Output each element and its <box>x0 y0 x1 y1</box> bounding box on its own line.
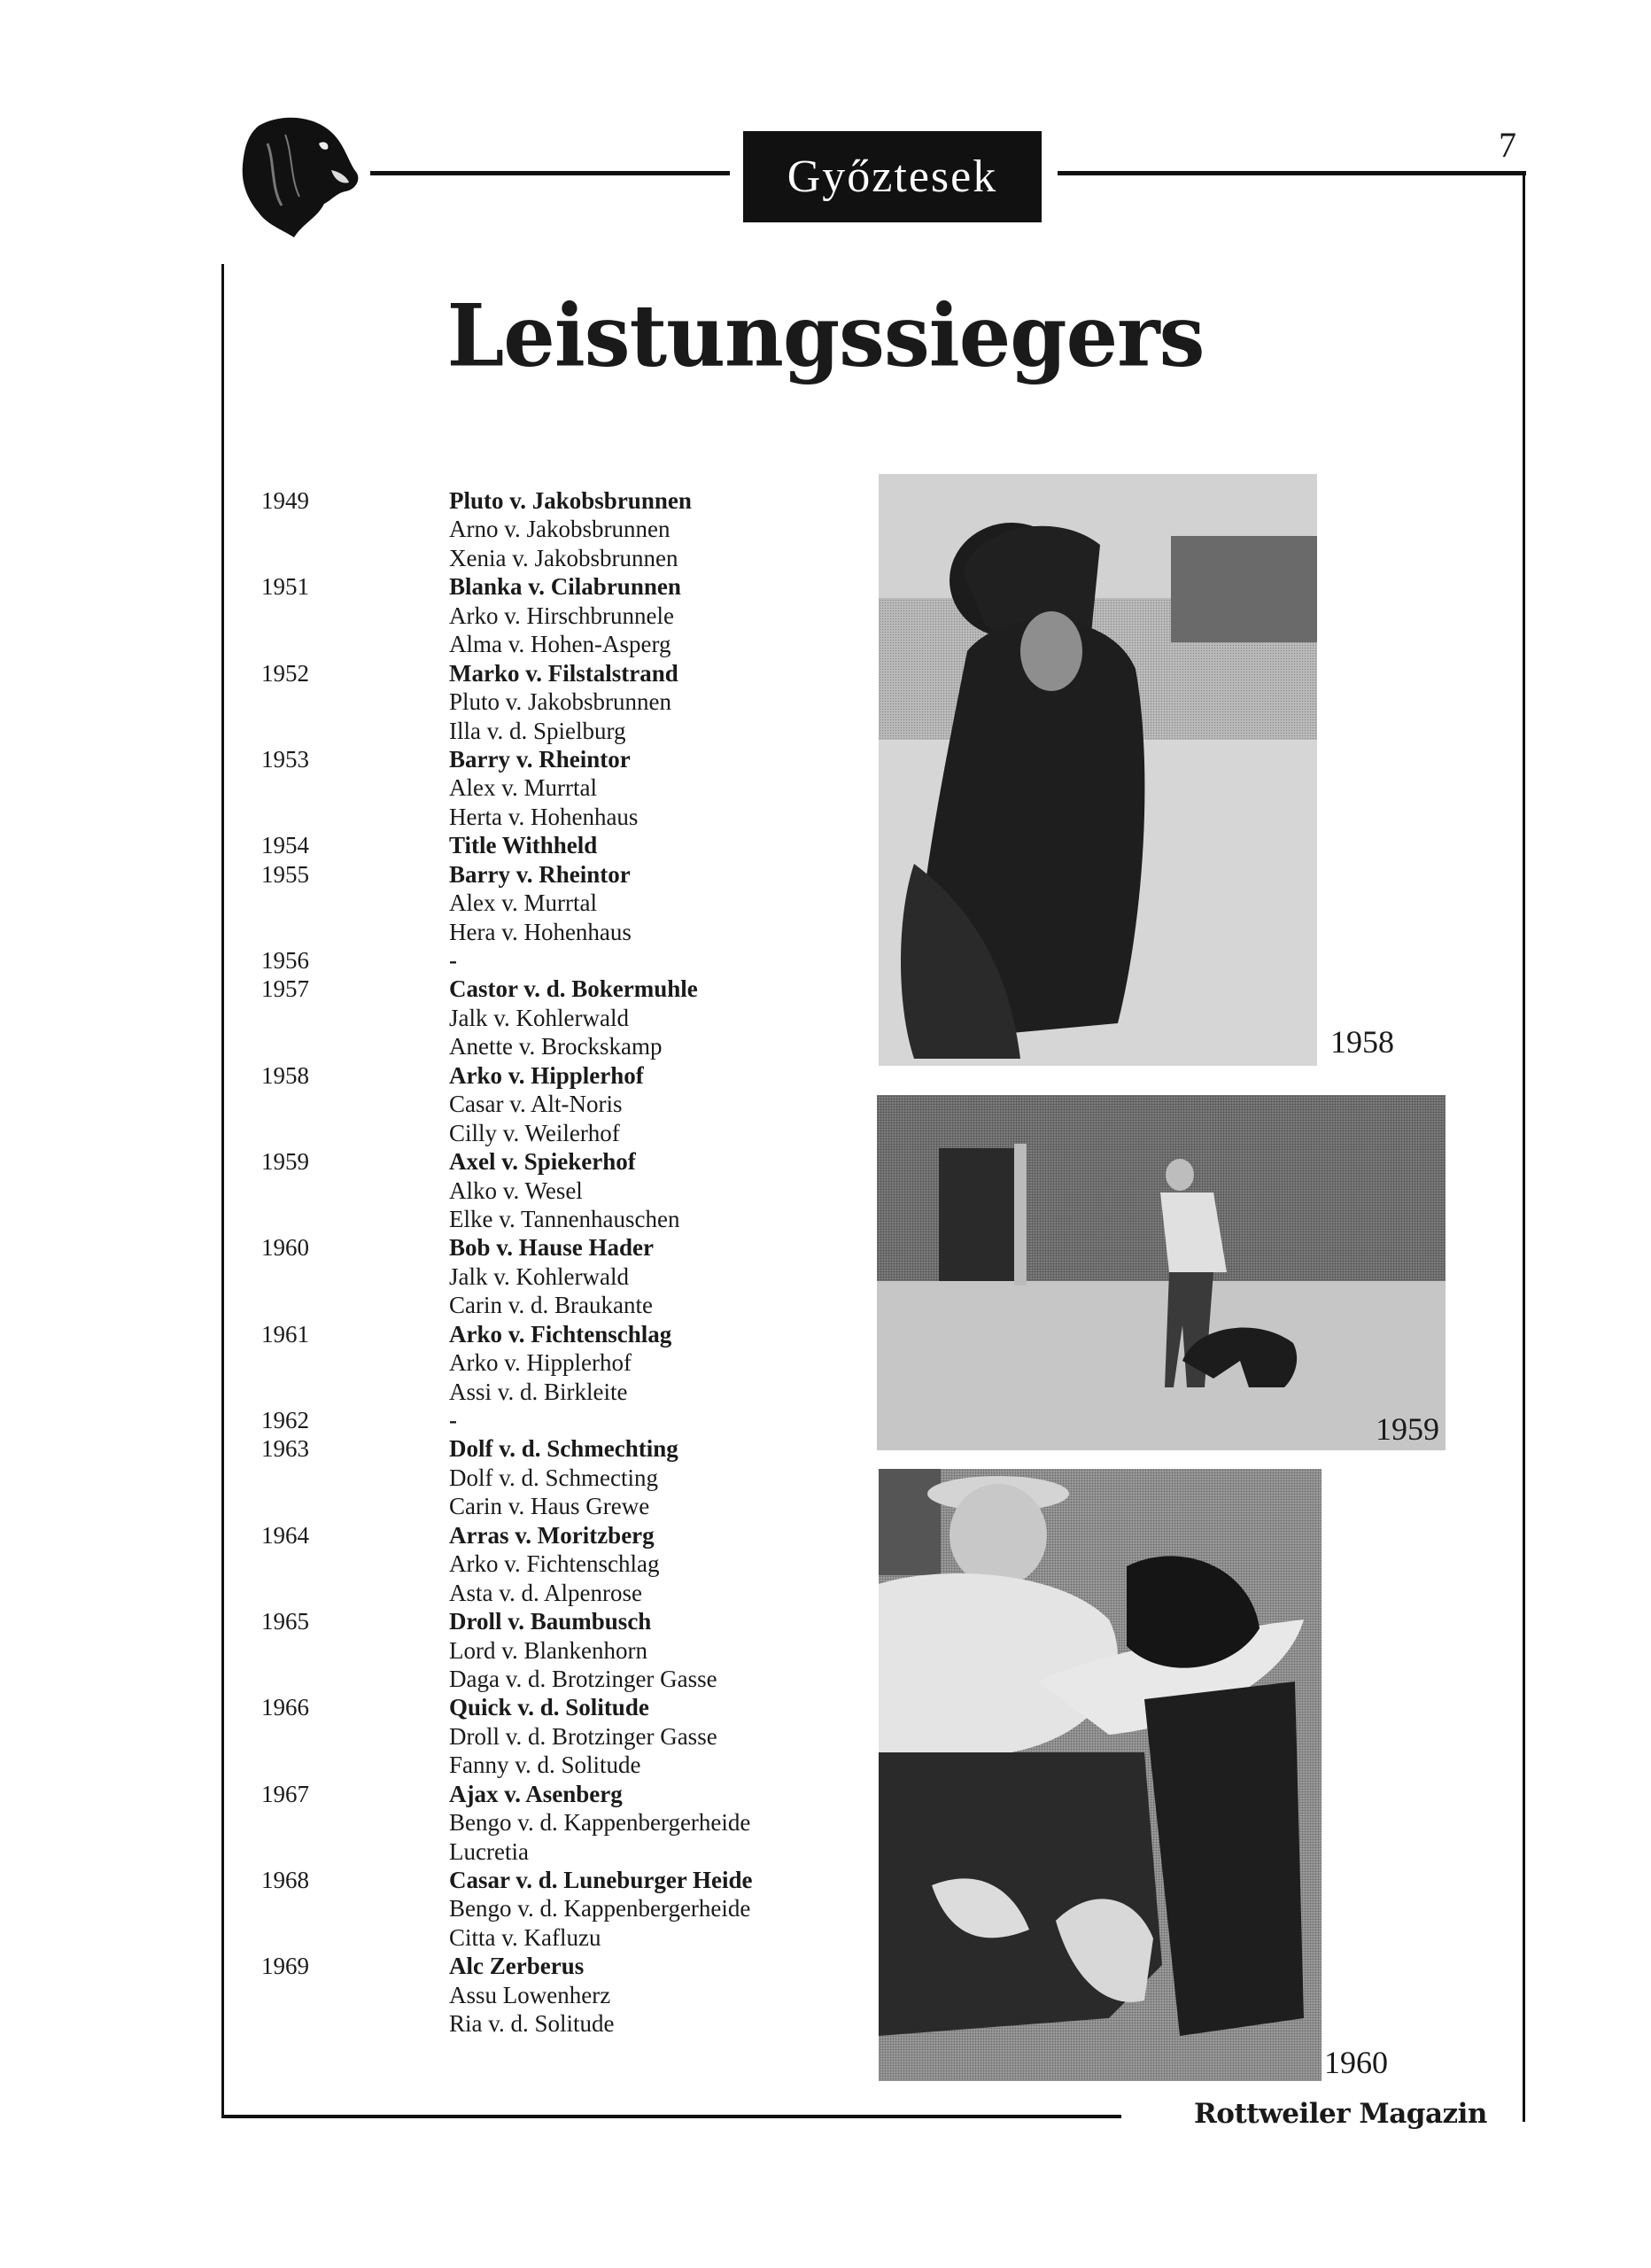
list-item-dam <box>261 918 846 946</box>
list-item-winner <box>261 1952 846 1980</box>
list-item-sire <box>261 1808 846 1837</box>
dog-name: Jalk v. Kohlerwald <box>449 1262 629 1290</box>
entry-year <box>261 1894 449 1922</box>
list-item-dam <box>261 717 846 745</box>
entry-year <box>261 1579 449 1607</box>
entry-year <box>261 1636 449 1665</box>
entry-year <box>261 1119 449 1147</box>
dog-name: Citta v. Kafluzu <box>449 1923 601 1951</box>
list-item-sire <box>261 889 846 917</box>
frame-left-border <box>221 264 224 2118</box>
entry-year: 1953 <box>261 745 309 773</box>
dog-name: Blanka v. Cilabrunnen <box>449 573 681 601</box>
list-item-dam <box>261 1923 846 1952</box>
dog-name: Bob v. Hause Hader <box>449 1234 655 1262</box>
list-item-winner <box>261 659 846 687</box>
dog-name: Barry v. Rheintor <box>449 860 631 888</box>
list-item-sire <box>261 1262 846 1291</box>
dog-name: Assu Lowenherz <box>449 1981 611 2008</box>
dog-name: Fanny v. d. Solitude <box>449 1751 641 1779</box>
winners-list <box>261 486 846 2039</box>
dog-name: Cilly v. Weilerhof <box>449 1119 620 1146</box>
list-item-sire <box>261 1090 846 1118</box>
entry-year <box>261 1348 449 1377</box>
entry-year <box>261 1981 449 2009</box>
entry-year: 1949 <box>261 487 309 514</box>
dog-name: Alko v. Wesel <box>449 1177 583 1204</box>
dog-name: Arko v. Hipplerhof <box>449 1349 632 1377</box>
list-item-dam <box>261 1492 846 1520</box>
entry-year: 1952 <box>261 659 309 687</box>
dog-name: Lucretia <box>449 1837 529 1865</box>
entry-year <box>261 918 449 946</box>
dog-name: Herta v. Hohenhaus <box>449 803 639 830</box>
list-item-winner <box>261 745 846 773</box>
entry-year <box>261 1837 449 1866</box>
list-item-winner <box>261 1693 846 1721</box>
list-item-dam <box>261 1205 846 1233</box>
dog-name: Carin v. Haus Grewe <box>449 1493 650 1520</box>
list-item-winner <box>261 1434 846 1463</box>
list-item-dam <box>261 1032 846 1060</box>
dog-name: Alc Zerberus <box>449 1953 585 1980</box>
entry-year: 1955 <box>261 860 309 888</box>
entry-year <box>261 544 449 572</box>
dog-name: Dolf v. d. Schmecting <box>449 1464 658 1491</box>
dog-name: Elke v. Tannenhauschen <box>449 1205 680 1232</box>
photo-handler-walking-rottweiler <box>877 1095 1446 1450</box>
dog-name: Pluto v. Jakobsbrunnen <box>449 688 671 716</box>
entry-year <box>261 1177 449 1205</box>
list-item-sire <box>261 1636 846 1665</box>
entry-year: 1969 <box>261 1953 309 1980</box>
list-item-sire <box>261 687 846 716</box>
list-item-sire <box>261 1981 846 2009</box>
entry-year <box>261 1722 449 1751</box>
list-item-dam <box>261 544 846 572</box>
list-item-sire <box>261 1177 846 1205</box>
list-item-winner <box>261 1866 846 1894</box>
dog-name: Casar v. Alt-Noris <box>449 1091 623 1118</box>
dog-name: Pluto v. Jakobsbrunnen <box>449 487 692 514</box>
list-item-winner <box>261 860 846 889</box>
entry-year <box>261 1751 449 1779</box>
list-item-dam <box>261 1119 846 1147</box>
entry-year <box>261 1550 449 1578</box>
entry-year: 1966 <box>261 1694 309 1721</box>
entry-year: 1961 <box>261 1320 309 1348</box>
list-item-winner <box>261 1607 846 1635</box>
photo-man-with-rottweiler <box>879 1469 1322 2081</box>
list-item-winner <box>261 1780 846 1808</box>
entry-year: 1951 <box>261 573 309 601</box>
entry-year: 1958 <box>261 1061 309 1089</box>
list-item-winner <box>261 486 846 515</box>
list-item-sire <box>261 1004 846 1032</box>
photo-seated-rottweiler <box>879 474 1317 1066</box>
list-item-sire <box>261 1894 846 1922</box>
entry-year: 1956 <box>261 947 309 974</box>
entry-year: 1968 <box>261 1867 309 1893</box>
dog-name: Assi v. d. Birkleite <box>449 1378 628 1405</box>
list-item-winner <box>261 975 846 1003</box>
dog-name: Asta v. d. Alpenrose <box>449 1579 642 1606</box>
dog-name: Ria v. d. Solitude <box>449 2010 615 2038</box>
rottweiler-head-logo-icon <box>232 108 365 241</box>
list-item-dam <box>261 1837 846 1866</box>
list-item-dam <box>261 1378 846 1406</box>
list-item-dam <box>261 1751 846 1779</box>
list-item-sire <box>261 773 846 802</box>
list-item-sire <box>261 1722 846 1751</box>
header-rule-left <box>370 171 730 175</box>
entry-year <box>261 1492 449 1520</box>
entry-year: 1960 <box>261 1234 309 1262</box>
header-rule-right <box>1058 171 1526 175</box>
list-item-dam <box>261 803 846 831</box>
dog-name: Hera v. Hohenhaus <box>449 918 632 945</box>
entry-year <box>261 630 449 658</box>
entry-year: 1963 <box>261 1435 309 1463</box>
dog-name: Axel v. Spiekerhof <box>449 1148 636 1176</box>
dog-name: Ajax v. Asenberg <box>449 1780 623 1807</box>
entry-year <box>261 687 449 716</box>
dog-name: Illa v. d. Spielburg <box>449 717 626 744</box>
dog-name: Arko v. Fichtenschlag <box>449 1550 660 1578</box>
dog-name: Title Withheld <box>449 832 598 859</box>
frame-right-border <box>1523 173 1525 2122</box>
entry-year <box>261 1808 449 1837</box>
entry-year <box>261 602 449 630</box>
list-item-winner <box>261 1521 846 1550</box>
entry-year: 1959 <box>261 1148 309 1176</box>
frame-bottom-border <box>221 2115 1121 2118</box>
entry-year <box>261 1665 449 1693</box>
list-item-dam <box>261 630 846 658</box>
entry-year: 1957 <box>261 975 309 1003</box>
dog-name: Dolf v. d. Schmechting <box>449 1435 678 1463</box>
entry-year <box>261 1291 449 1319</box>
dog-name: Xenia v. Jakobsbrunnen <box>449 544 678 571</box>
list-item-winner <box>261 1233 846 1262</box>
entry-year: 1954 <box>261 832 309 859</box>
entry-year <box>261 1464 449 1492</box>
list-item-winner <box>261 1147 846 1176</box>
dog-name: Castor v. d. Bokermuhle <box>449 975 698 1003</box>
page-number: 7 <box>1499 125 1516 165</box>
entry-year <box>261 1205 449 1233</box>
list-item-dam <box>261 1291 846 1319</box>
list-item-dam <box>261 2009 846 2038</box>
list-item-dam <box>261 1665 846 1693</box>
entry-year <box>261 889 449 917</box>
list-item-dam <box>261 1579 846 1607</box>
dog-name: Marko v. Filstalstrand <box>449 659 678 687</box>
dog-name: Arko v. Hirschbrunnele <box>449 602 674 629</box>
entry-year <box>261 2009 449 2038</box>
dog-name: Daga v. d. Brotzinger Gasse <box>449 1665 717 1692</box>
dog-name: Anette v. Brockskamp <box>449 1033 663 1060</box>
dog-name: - <box>449 1407 457 1433</box>
entry-year <box>261 1923 449 1952</box>
entry-year <box>261 1032 449 1060</box>
dog-name: - <box>449 947 457 974</box>
entry-year <box>261 1090 449 1118</box>
photo-caption-1959: 1959 <box>1376 1411 1439 1447</box>
list-item-sire <box>261 1550 846 1578</box>
entry-year: 1962 <box>261 1407 309 1433</box>
entry-year <box>261 803 449 831</box>
dog-name: Lord v. Blankenhorn <box>449 1636 647 1664</box>
dog-name: Alma v. Hohen-Asperg <box>449 631 671 658</box>
dog-name: Arko v. Hipplerhof <box>449 1061 644 1089</box>
photo-caption-1960: 1960 <box>1324 2045 1388 2080</box>
list-item-winner <box>261 1061 846 1090</box>
dog-name: Droll v. d. Brotzinger Gasse <box>449 1722 717 1750</box>
dog-name: Barry v. Rheintor <box>449 745 631 773</box>
page-title: Leistungssiegers <box>446 285 1205 386</box>
list-item-sire <box>261 602 846 630</box>
list-item-sire <box>261 1348 846 1377</box>
entry-year <box>261 515 449 543</box>
dog-name: Arno v. Jakobsbrunnen <box>449 516 670 543</box>
list-item-winner <box>261 946 846 975</box>
entry-year <box>261 1004 449 1032</box>
dog-name: Arko v. Fichtenschlag <box>449 1320 672 1348</box>
dog-name: Quick v. d. Solitude <box>449 1694 649 1721</box>
dog-name: Bengo v. d. Kappenbergerheide <box>449 1809 751 1837</box>
list-item-winner <box>261 1320 846 1348</box>
list-item-sire <box>261 515 846 543</box>
entry-year: 1967 <box>261 1780 309 1807</box>
dog-name: Jalk v. Kohlerwald <box>449 1004 629 1031</box>
entry-year <box>261 773 449 802</box>
list-item-sire <box>261 1464 846 1492</box>
dog-name: Casar v. d. Luneburger Heide <box>449 1867 753 1893</box>
list-item-winner <box>261 831 846 859</box>
dog-name: Arras v. Moritzberg <box>449 1521 655 1549</box>
dog-name: Droll v. Baumbusch <box>449 1608 652 1635</box>
entry-year <box>261 1378 449 1406</box>
entry-year <box>261 1262 449 1291</box>
dog-name: Alex v. Murrtal <box>449 774 597 802</box>
photo-caption-1958: 1958 <box>1330 1024 1394 1060</box>
dog-name: Alex v. Murrtal <box>449 889 597 917</box>
entry-year: 1964 <box>261 1521 309 1549</box>
list-item-winner <box>261 1406 846 1434</box>
dog-name: Carin v. d. Braukante <box>449 1292 653 1319</box>
section-label: Győztesek <box>743 131 1042 222</box>
publication-name: Rottweiler Magazin <box>1194 2098 1487 2130</box>
list-item-winner <box>261 572 846 601</box>
dog-name: Bengo v. d. Kappenbergerheide <box>449 1895 751 1922</box>
entry-year <box>261 717 449 745</box>
entry-year: 1965 <box>261 1608 309 1635</box>
